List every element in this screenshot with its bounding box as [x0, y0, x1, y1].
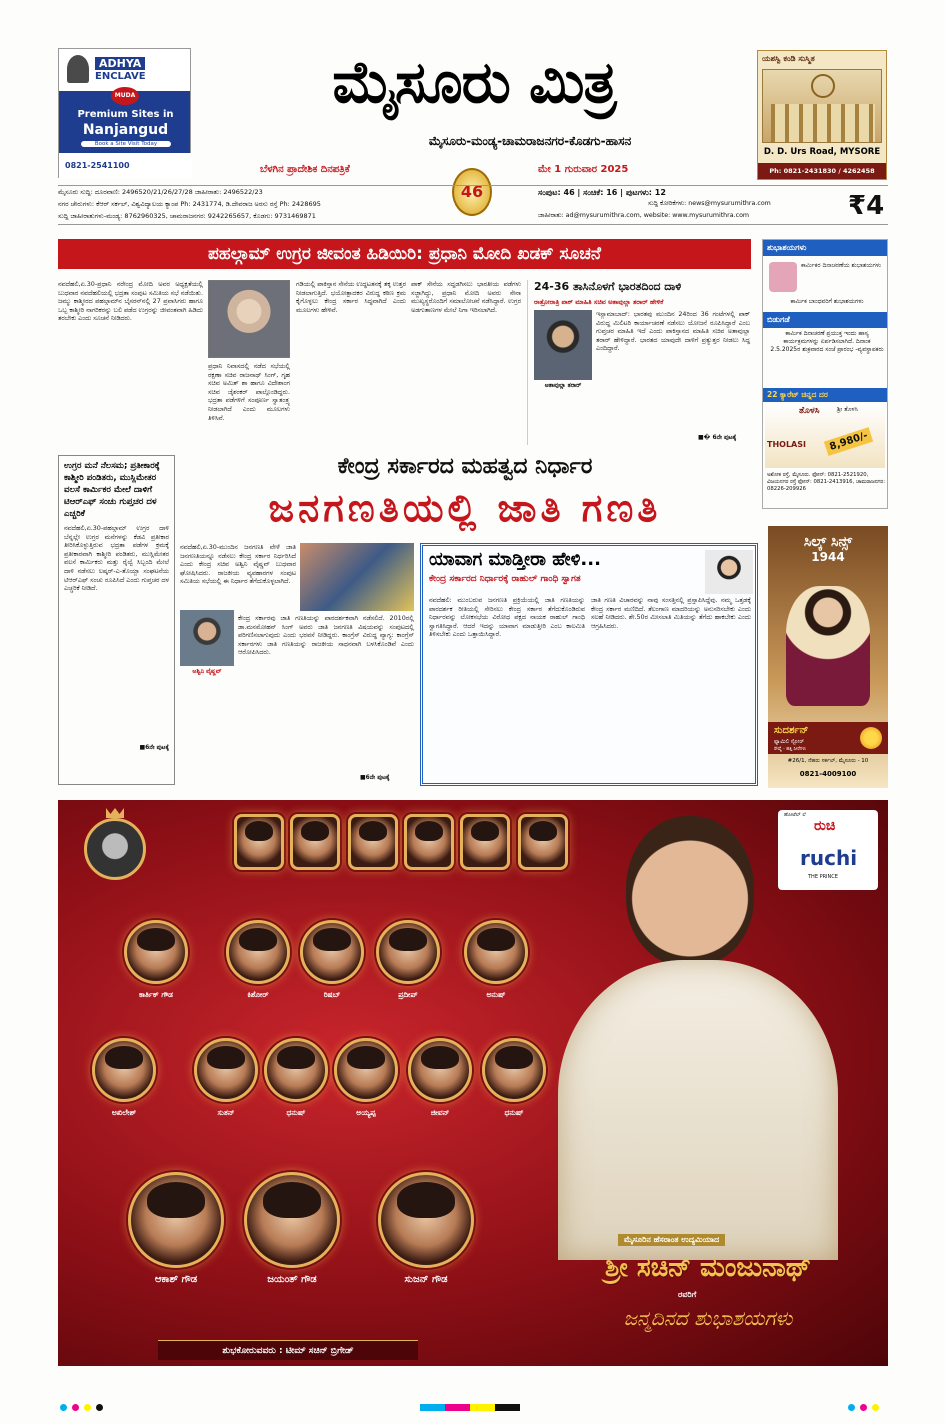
- friend-name: ಕಿಶೋರ್: [247, 990, 269, 999]
- tarar-photo: [534, 310, 592, 380]
- friend-photo: [264, 1038, 328, 1102]
- rahul-body1: ನವದೆಹಲಿ: ಮುಂಬರುವ ಜನಗಣತಿ ಪ್ರಕ್ರಿಯೆಯಲ್ಲಿ ಜಾತಿ ಗಣತಿಯನ್ನು ಪಾರದರ್ಶಕ ರೀತಿಯಲ್ಲಿ ಸೇರಿಸಲು ಕೇಂದ್ರ ಸರ್ಕಾರ ತೆಗೆದುಕೊಂಡಿರುವ ನಿರ್ಧಾರವನ್ನು ಲೋಕಸಭೆಯ ವಿರೋಧ ಪಕ್ಷದ ನಾಯಕ ರಾಹುಲ್ ಗಾಂಧಿ ಸ್ವಾಗತಿಸಿದ್ದಾರೆ. ಆದರೆ ಇದನ್ನು ಯಾವಾಗ ಮಾಡುತ್ತೀರಿ ಎಂಬ ಕಾಲಮಿತಿ ತಿಳಿಸಬೇಕು ಎಂದು ಒತ್ತಾಯಿಸಿದ್ದಾರೆ.: [429, 596, 588, 639]
- left-story: [58, 455, 175, 785]
- greeting-text2: ಕಾರ್ಮಿಕ ದಿನಾಚರಣೆ ಪ್ರಯುಕ್ತ ಇಂದು ಹಾಸ್ಯ ಕಾರ್ಯಕ್ರಮಗಳನ್ನು ಏರ್ಪಡಿಸಲಾಗಿದೆ. ದಿನಾಂಕ 2.5.2025ರ ಶುಕ್ರವಾರದ ಸಂಜೆ ಪ್ರಾರಂಭ -ವ್ಯವಸ್ಥಾಪಕರು: [770, 330, 884, 353]
- friend-name: ಪ್ರದೀಪ್: [398, 990, 418, 999]
- sponsor-photo: [290, 814, 340, 870]
- ruchi-english: ruchi: [800, 846, 858, 870]
- friend-name: ಜೀವನ್: [430, 1108, 450, 1117]
- rahul-headline: ಯಾವಾಗ ಮಾಡ್ತೀರಾ ಹೇಳಿ...: [429, 549, 601, 570]
- building-image: [762, 69, 882, 143]
- census-headline: ಜನಗಣತಿಯಲ್ಲಿ ಜಾತಿ ಗಣತಿ: [268, 486, 662, 530]
- email-ad: ಜಾಹೀರಾತು: ad@mysurumithra.com, website: www.mysurumithra.com: [538, 212, 750, 219]
- sponsor-photo: [404, 814, 454, 870]
- masthead-tagline: ಬೆಳಗಿನ ಪ್ರಾದೇಶಿಕ ದಿನಪತ್ರಿಕೆ: [260, 164, 350, 175]
- adhya-brand: ADHYA: [95, 57, 145, 70]
- birthday-title: ಶ್ರೀ ಸಚಿನ್ ಮಂಜುನಾಥ್: [605, 1253, 811, 1283]
- gold-price: 8,980/-: [824, 427, 874, 456]
- census-kicker: ಕೇಂದ್ರ ಸರ್ಕಾರದ ಮಹತ್ವದ ನಿರ್ಧಾರ: [337, 454, 593, 479]
- birthday-wish: ಜನ್ಮದಿನದ ಶುಭಾಶಯಗಳು: [623, 1306, 793, 1330]
- silk-phone: 0821-4009100: [799, 770, 857, 778]
- silk-title: ಸಿಲ್ಕ್ ಸಿನ್ಸ್: [803, 534, 853, 550]
- friend-photo: [464, 920, 528, 984]
- sun-logo-icon: [860, 727, 882, 749]
- lead-col3: ಗಡಿಯಲ್ಲಿ ಪಾಕಿಸ್ತಾನ ಸೇನೆಯ ಉದ್ಧಟತನಕ್ಕೆ ತಕ್ಕ ಉತ್ತರ ನೀಡಲಾಗುತ್ತಿದೆ. ಭಯೋತ್ಪಾದಕರ ವಿರುದ್ಧ ಕಠಿಣ ಕ್ರಮ ಕೈಗೊಳ್ಳಲು ಕೇಂದ್ರ ಸರ್ಕಾರ ಸಿದ್ಧವಾಗಿದೆ ಎಂದು ಮೂಲಗಳು ಹೇಳಿವೆ.: [296, 280, 409, 314]
- greeting-ad1: ಕಾರ್ಮಿಕರ ದಿನಾಚರಣೆಯ ಶುಭಾಶಯಗಳು: [801, 262, 882, 269]
- masthead-date: ಮೇ 1 ಗುರುವಾರ 2025: [538, 164, 629, 175]
- friend-name: ಅಯ್ಯಪ್ಪ: [356, 1108, 376, 1117]
- census-more: ■6ನೇ ಪುಟಕ್ಕೆ: [360, 774, 390, 781]
- sachin-photo: [538, 810, 858, 1260]
- friend-name: ಧನುಷ್: [504, 1108, 524, 1117]
- birthday-ad: [58, 800, 888, 1366]
- friend-name: ಕಾರ್ತಿಕ್ ಗೌಡ: [139, 990, 173, 999]
- greetings-header2: ಬಿಡುಗಡೆ: [763, 312, 887, 328]
- sponsor-photo: [348, 814, 398, 870]
- friend-name: ಜಯಂತ್ ಗೌಡ: [267, 1274, 317, 1285]
- rahul-body2: ಜಾತಿ ಗಣತಿ ವಿಚಾರವನ್ನು ನಾವು ಸಂಸತ್ತಿನಲ್ಲಿ ಪ್ರಸ್ತಾಪಿಸಿದ್ದೆವು. ನಮ್ಮ ಒತ್ತಡಕ್ಕೆ ಕೇಂದ್ರ ಸರ್ಕಾರ ಮಣಿದಿದೆ. ತೆಲಂಗಾಣ ಮಾದರಿಯನ್ನು ಅನುಸರಿಸಬೇಕು ಎಂದು ಸಲಹೆ ನೀಡಿದರು. ಶೇ.50ರ ಮೀಸಲಾತಿ ಮಿತಿಯನ್ನು ತೆಗೆದು ಹಾಕಬೇಕು ಎಂದು ಆಗ್ರಹಿಸಿದರು.: [591, 596, 754, 630]
- vaishnaw-photo: [180, 610, 234, 666]
- reg-dot-yellow-2: [872, 1404, 879, 1411]
- reg-dot-yellow: [84, 1404, 91, 1411]
- adhya-phone: 0821-2541100: [65, 161, 130, 170]
- reg-dot-cyan: [60, 1404, 67, 1411]
- friend-photo: [128, 1172, 224, 1268]
- rahul-sub: ಕೇಂದ್ರ ಸರ್ಕಾರದ ನಿರ್ಧಾರಕ್ಕೆ ರಾಹುಲ್ ಗಾಂಧಿ ಸ್ವಾಗತ: [429, 574, 581, 584]
- friend-photo: [194, 1038, 258, 1102]
- friend-photo: [334, 1038, 398, 1102]
- price: ₹4: [848, 191, 885, 221]
- anniversary-number: 46: [460, 182, 484, 201]
- friend-photo: [378, 1172, 474, 1268]
- silk-sub2: ರೇಷ್ಮೆ - ಹತ್ತಿ ಸೀರೆಗಳು: [774, 747, 807, 752]
- ruchi-top: ಹೋಟೆಲ್ ಲೆ: [784, 812, 806, 818]
- lead-headline-bar: [58, 239, 751, 269]
- left-story-headline: ಉಗ್ರರ ಮನೆ ನೆಲಸಮ; ಪ್ರತೀಕಾರಕ್ಕೆ ಕಾಶ್ಮೀರಿ ಪಂಡಿತರು, ಮುಸ್ಲಿಮೇತರ ವಲಸೆ ಕಾರ್ಮಿಕರ ಮೇಲೆ ದಾಳಿಗೆ ಟಿಆರ್‌ಎಫ್ ಸಂಚು ಗುಪ್ತಚರ ದಳ ಎಚ್ಚರಿಕೆ: [64, 461, 160, 519]
- friend-name: ಅಖಿಲೇಶ್: [111, 1108, 137, 1117]
- muda-badge: MUDA: [111, 87, 139, 105]
- side-sub: ರಾತ್ರೋರಾತ್ರಿ ಪಾಕ್ ಮಾಹಿತಿ ಸಚಿವ ಅತಾವುಲ್ಲಾ ತರಾರ್ ಹೇಳಿಕೆ: [534, 298, 664, 306]
- info-line1: ಮೈಸೂರು ಸುದ್ದಿ: ದೂರವಾಣಿ: 2496520/21/26/27/28 ಜಾಹೀರಾತು: 2496522/23: [58, 188, 263, 196]
- puneeth-photo: [84, 818, 146, 880]
- birthday-pre: ಮೈಸೂರಿನ ಹೆಸರಾಂತ ಉದ್ಯಮಿಯಾದ: [618, 1234, 725, 1246]
- model-image: [786, 586, 870, 706]
- left-story-body: ನವದೆಹಲಿ,ಏ.30-ಪಹಲ್ಗಾಮ್ ಉಗ್ರರ ದಾಳಿ ಬೆನ್ನಲ್ಲೇ ಉಗ್ರರ ಮನೆಗಳನ್ನು ಕೆಡವಿ ಪ್ರತೀಕಾರ ತೀರಿಸಿಕೊಳ್ಳುತ್ತಿರುವ ಭದ್ರತಾ ಪಡೆಗಳ ಕ್ರಮಕ್ಕೆ ಪ್ರತೀಕಾರವಾಗಿ ಕಾಶ್ಮೀರಿ ಪಂಡಿತರು, ಮುಸ್ಲಿಮೇತರ ವಲಸೆ ಕಾರ್ಮಿಕರು ಮತ್ತು ರೈಲ್ವೆ ಸಿಬ್ಬಂದಿ ಮೇಲೆ ದಾಳಿ ನಡೆಸಲು ಲಷ್ಕರ್-ಎ-ತೊಯ್ಬಾ ಸಂಘಟನೆಯ ಟಿಆರ್‌ಎಫ್ ಸಂಚು ರೂಪಿಸಿದೆ ಎಂದು ಗುಪ್ತಚರ ದಳ ಎಚ್ಚರಿಕೆ ನೀಡಿದೆ.: [64, 524, 172, 593]
- sudarshan-bar: [768, 722, 888, 754]
- adhya-line2: Nanjangud: [82, 122, 169, 138]
- friend-name: ಅನುಷ್: [486, 990, 506, 999]
- friend-name: ಸುಜನ್ ಗೌಡ: [404, 1274, 448, 1285]
- greetings-header: ಶುಭಾಶಯಗಳು: [763, 240, 887, 256]
- friend-photo: [300, 920, 364, 984]
- birthday-to: ರವರಿಗೆ: [678, 1290, 697, 1299]
- info-line2: ನಗರ ಚೇರುಗಳು: ಕೆಆರ್ ಸರ್ಕಲ್, ವಿಶ್ವವಿದ್ಯಾಲಯ ಕ್ಯಾಂಪ Ph: 2431774, ಡಿ.ದೇವರಾಜ ಅರಸು ರಸ್ತೆ Ph: 2428695: [58, 200, 321, 208]
- sponsor-photo: [460, 814, 510, 870]
- friend-photo: [244, 1172, 340, 1268]
- left-story-more: ■6ನೇ ಪುಟಕ್ಕೆ: [139, 744, 169, 751]
- tholasi-box: [765, 404, 885, 468]
- reg-dot-magenta: [72, 1404, 79, 1411]
- rahul-photo: [705, 550, 753, 594]
- masthead-title: ಮೈಸೂರು ಮಿತ್ರ: [332, 48, 616, 116]
- side-body: ಇಸ್ಲಾಮಾಬಾದ್: ಭಾರತವು ಮುಂದಿನ 24ರಿಂದ 36 ಗಂಟೆಗಳಲ್ಲಿ ಪಾಕ್ ವಿರುದ್ಧ ಮಿಲಿಟರಿ ಕಾರ್ಯಾಚರಣೆ ನಡೆಸಲು ಯೋಜನೆ ರೂಪಿಸಿದ್ದಾರೆ ಎಂಬ ಗುಪ್ತಚರ ಮಾಹಿತಿ ಇದೆ ಎಂದು ಪಾಕಿಸ್ತಾನದ ಮಾಹಿತಿ ಸಚಿವ ಅತಾವುಲ್ಲಾ ತರಾರ್ ಹೇಳಿದ್ದಾರೆ. ಭಾರತದ ಯಾವುದೇ ದಾಳಿಗೆ ಪ್ರತ್ಯುತ್ತರ ನೀಡಲು ಸಿದ್ಧ ಎಂದಿದ್ದಾರೆ.: [596, 310, 753, 353]
- silk-address: #26/1, ನೆಹರು ಸರ್ಕಲ್, ಮೈಸೂರು - 10: [787, 758, 869, 764]
- friend-name: ಸುತನ್: [217, 1108, 235, 1117]
- friend-name: ರಿಷಬ್: [323, 990, 341, 999]
- side-more: ■� 6ನೇ ಪುಟಕ್ಕೆ: [698, 434, 737, 441]
- lead-headline: ಪಹಲ್ಗಾಮ್ ಉಗ್ರರ ಜೀವಂತ ಹಿಡಿಯಿರಿ: ಪ್ರಧಾನಿ ಮೋದಿ ಖಡಕ್ ಸೂಚನೆ: [208, 244, 601, 264]
- info-line3: ಸುದ್ದಿ ಜಾಹೀರಾತುಗಳು-ಮಂಡ್ಯ: 8762960325, ಚಾಮರಾಜನಗರ: 9242265657, ಕೊಡಗು: 9731469871: [58, 212, 316, 220]
- reg-dot-cyan-2: [848, 1404, 855, 1411]
- vaishnaw-caption: ಅಶ್ವಿನಿ ವೈಷ್ಣವ್: [192, 668, 222, 675]
- gold-rate-title: 22 ಕ್ಯಾರೆಟ್ ಚಿನ್ನದ ದರ: [763, 388, 887, 402]
- yashasvi-brand: ಯಶಸ್ವಿ ಕಂಡಿ ಸುಸ್ಮಿತ: [762, 54, 815, 63]
- sponsor-photo: [234, 814, 284, 870]
- gold-brand: ತೊಳಸಿ: [799, 406, 820, 416]
- email-news: ಸುದ್ದಿ ಕೋರಿಕೆಗಳು: news@mysurumithra.com: [648, 200, 771, 207]
- adhya-cta: Book a Site Visit Today: [81, 141, 171, 147]
- friend-name: ಧನುಷ್: [286, 1108, 306, 1117]
- greeting-logo-icon: [769, 262, 797, 292]
- friend-photo: [376, 920, 440, 984]
- side-story: [527, 280, 753, 445]
- color-bar: [420, 1404, 520, 1411]
- census-body1: ನವದೆಹಲಿ,ಏ.30-ಮುಂದಿನ ಜನಗಣತಿ ವೇಳೆ ಜಾತಿ ಜನಗಣತಿಯನ್ನೂ ನಡೆಸಲು ಕೇಂದ್ರ ಸರ್ಕಾರ ನಿರ್ಧರಿಸಿದೆ ಎಂದು ಕೇಂದ್ರ ಸಚಿವ ಅಶ್ವಿನಿ ವೈಷ್ಣವ್ ಬುಧವಾರ ಘೋಷಿಸಿದರು. ರಾಜಕೀಯ ವ್ಯವಹಾರಗಳ ಸಂಪುಟ ಸಮಿತಿಯ ಸಭೆಯಲ್ಲಿ ಈ ನಿರ್ಧಾರ ತೆಗೆದುಕೊಳ್ಳಲಾಗಿದೆ.: [180, 543, 299, 586]
- lead-col2: ಪ್ರಧಾನಿ ನಿವಾಸದಲ್ಲಿ ನಡೆದ ಸಭೆಯಲ್ಲಿ ರಕ್ಷಣಾ ಸಚಿವ ರಾಜನಾಥ್ ಸಿಂಗ್, ಗೃಹ ಸಚಿವ ಅಮಿತ್ ಶಾ ಹಾಗೂ ವಿದೇಶಾಂಗ ಸಚಿವ ಜೈಶಂಕರ್ ಪಾಲ್ಗೊಂಡಿದ್ದರು. ಭದ್ರತಾ ಪಡೆಗಳಿಗೆ ಸಂಪೂರ್ಣ ಸ್ವಾತಂತ್ರ್ಯ ನೀಡಲಾಗಿದೆ ಎಂದು ಮೂಲಗಳು ತಿಳಿಸಿವೆ.: [208, 362, 293, 422]
- yashasvi-phone: Ph: 0821-2431830 / 4262458: [758, 163, 886, 179]
- adhya-line1: Premium Sites in: [77, 109, 174, 120]
- issue-info: ಸಂಪುಟ: 46 | ಸಂಚಿಕೆ: 16 | ಪುಟಗಳು: 12: [538, 188, 666, 197]
- silk-year: 1944: [811, 550, 845, 564]
- reg-dot-black: [96, 1404, 103, 1411]
- friend-photo: [482, 1038, 546, 1102]
- friend-photo: [124, 920, 188, 984]
- rahul-box: [420, 543, 758, 786]
- adhya-enclave-ad[interactable]: [58, 48, 191, 178]
- reg-dot-magenta-2: [860, 1404, 867, 1411]
- masthead-regions: ಮೈಸೂರು-ಮಂಡ್ಯ-ಚಾಮರಾಜನಗರ-ಕೊಡಗು-ಹಾಸನ: [428, 134, 632, 148]
- tree-logo-icon: [67, 55, 89, 83]
- census-body2: ಕೇಂದ್ರ ಸರ್ಕಾರವು ಜಾತಿ ಗಣತಿಯನ್ನು ಪಾರದರ್ಶಕವಾಗಿ ನಡೆಸಲಿದೆ. 2010ರಲ್ಲಿ ಡಾ.ಮನಮೋಹನ್ ಸಿಂಗ್ ಅವರು ಜಾತಿ ಜನಗಣತಿ ವಿಷಯವನ್ನು ಸಂಪುಟದಲ್ಲಿ ಪರಿಗಣಿಸಲಾಗುವುದು ಎಂದು ಭರವಸೆ ನೀಡಿದ್ದರು. ಕಾಂಗ್ರೆಸ್ ವಿರುದ್ಧ ವ್ಯಾಗ್ಯ: ಕಾಂಗ್ರೆಸ್ ಸರ್ಕಾರಗಳು ಜಾತಿ ಗಣತಿಯನ್ನು ರಾಜಕೀಯ ಸಾಧನವಾಗಿ ಬಳಸಿಕೊಂಡಿವೆ ಎಂದು ಆರೋಪಿಸಿದರು.: [238, 614, 417, 657]
- lead-col4: ಪಾಕ್ ಸೇನೆಯ ಸದ್ದಡಗಿಸಲು ಭಾರತೀಯ ಪಡೆಗಳು ಸಜ್ಜಾಗಿದ್ದು, ಪ್ರಧಾನಿ ಮೋದಿ ಅವರು ಸೇನಾ ಮುಖ್ಯಸ್ಥರೊಂದಿಗೆ ಸಮಾಲೋಚನೆ ನಡೆಸಿದ್ದಾರೆ. ಉಗ್ರರ ಅಡಗುತಾಣಗಳ ಮೇಲೆ ನಿಗಾ ಇರಿಸಲಾಗಿದೆ.: [411, 280, 524, 314]
- friend-photo: [408, 1038, 472, 1102]
- birthday-footer: ಶುಭಕೋರುವವರು : ಟೀಮ್ ಸಚಿನ್ ಬ್ರಿಗೇಡ್: [158, 1340, 418, 1360]
- crown-icon: [106, 808, 124, 818]
- friend-photo: [92, 1038, 156, 1102]
- ruchi-prince: THE PRINCE: [808, 874, 838, 880]
- tholasi-address: ಅಶೋಕ ರಸ್ತೆ, ಮೈಸೂರು. ಫೋನ್: 0821-2521920, ವಿಜಯನಗರ ರಸ್ತೆ ಫೋನ್: 0821-2413916, ಚಾಮರಾಜನಗರ: 08226-209926: [767, 472, 885, 492]
- gold-label: ಶ್ರೀ ತೊಳಸಿ: [837, 406, 858, 413]
- friend-photo: [226, 920, 290, 984]
- lead-col1: ನವದೆಹಲಿ,ಏ.30-ಪ್ರಧಾನಿ ನರೇಂದ್ರ ಮೋದಿ ಅವರ ಅಧ್ಯಕ್ಷತೆಯಲ್ಲಿ ಬುಧವಾರ ನವದೆಹಲಿಯಲ್ಲಿ ಭದ್ರತಾ ಸಂಪುಟ ಸಮಿತಿಯ ಸಭೆ ನಡೆಯಿತು. ಜಮ್ಮು ಕಾಶ್ಮೀರದ ಪಹಲ್ಗಾಮ್‍ನ ಬೈಸರನ್‍ನಲ್ಲಿ 27 ಪ್ರವಾಸಿಗರು ಹಾಗೂ ಒಬ್ಬ ಕಾಶ್ಮೀರಿ ನಾಗರಿಕರನ್ನು ಬಲಿ ಪಡೆದ ಉಗ್ರರನ್ನು ಜೀವಂತವಾಗಿ ಹಿಡಿದು ತರಬೇಕು ಎಂದು ಸೂಚನೆ ನೀಡಿದರು.: [58, 280, 206, 323]
- friend-name: ಆಕಾಶ್ ಗೌಡ: [154, 1274, 198, 1285]
- tarar-caption: ಅತಾವುಲ್ಲಾ ತರಾರ್: [544, 382, 582, 389]
- greetings-column: [762, 239, 888, 509]
- ruchi-kannada: ರುಚಿ: [814, 818, 836, 834]
- silk-ad[interactable]: [768, 526, 888, 788]
- tholasi-name: THOLASI: [767, 440, 806, 449]
- info-strip: [58, 185, 888, 225]
- census-photo: [300, 543, 414, 611]
- greeting-ad2: ಕಾರ್ಮಿಕ ಬಾಂಧವರಿಗೆ ಶುಭಾಶಯಗಳು: [790, 298, 864, 305]
- modi-photo: [208, 280, 290, 358]
- side-headline: 24-36 ತಾಸಿನೊಳಗೆ ಭಾರತದಿಂದ ದಾಳಿ: [534, 280, 682, 293]
- silk-sub: ಫ್ಯಾಮಿಲಿ ಸ್ಟೋರ್: [774, 739, 805, 745]
- yashasvi-ad[interactable]: [757, 50, 887, 180]
- yashasvi-address: D. D. Urs Road, MYSORE: [763, 147, 881, 157]
- silk-brand: ಸುದರ್ಶನ್: [774, 725, 809, 736]
- adhya-brand-2: ENCLAVE: [95, 71, 146, 82]
